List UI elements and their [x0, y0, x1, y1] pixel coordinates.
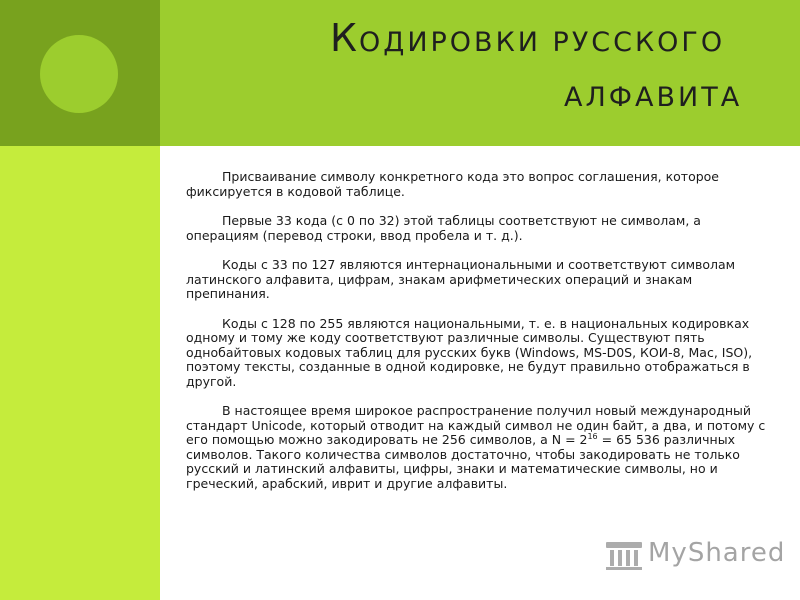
- slide-body: [186, 170, 776, 506]
- title-line1-rest: ОДИРОВКИ РУССКОГО: [358, 27, 726, 58]
- shop-cart-icon: [604, 540, 644, 572]
- left-accent-bar: [0, 146, 160, 600]
- slide-title-line2: АЛФАВИТА: [564, 82, 743, 113]
- paragraph-5-after-power: = 65 536 различных символов. Такого количества символов достаточно, чтобы закодировать не только русский и латинский алфавиты, цифры, знаки и математические символы, но и греческий, арабский, иврит и другие алфавиты.: [186, 432, 740, 491]
- watermark-brand: MyShared: [648, 538, 786, 568]
- paragraph-5-before-power: В настоящее время широкое распространение получил новый международный стандарт Unicode, который отводит на каждый символ не один байт, а два, и потому с его помощью можно закодировать не 256 символов, а N = 2: [186, 403, 766, 447]
- title-first-letter: К: [330, 16, 359, 60]
- paragraph-1: Присваивание символу конкретного кода это вопрос соглашения, которое фиксируется в кодовой таблице.: [186, 169, 719, 199]
- power-exponent: 16: [587, 431, 598, 441]
- paragraph-5: [186, 404, 776, 491]
- slide-title-line1: [330, 16, 770, 60]
- slide-title: [330, 16, 770, 116]
- decorative-circle: [40, 35, 118, 113]
- paragraph-3: Коды с 33 по 127 являются интернациональными и соответствуют символам латинского алфавита, цифрам, знакам арифметических операций и знакам препинания.: [186, 257, 736, 301]
- paragraph-4: Коды с 128 по 255 являются национальными, т. е. в национальных кодировках одному и тому же коду соответствуют различные символы. Существуют пять однобайтовых кодовых таблиц для русских букв (Windows, MS-D0S, КОИ-8, Mac, ISO), поэтому тексты, созданные в одной кодировке, не будут правильно отображаться в другой.: [186, 315, 753, 389]
- watermark: [604, 536, 786, 576]
- paragraph-2: Первые 33 кода (с 0 по 32) этой таблицы соответствуют не символам, а операциям (перевод строки, ввод пробела и т. д.).: [186, 213, 701, 243]
